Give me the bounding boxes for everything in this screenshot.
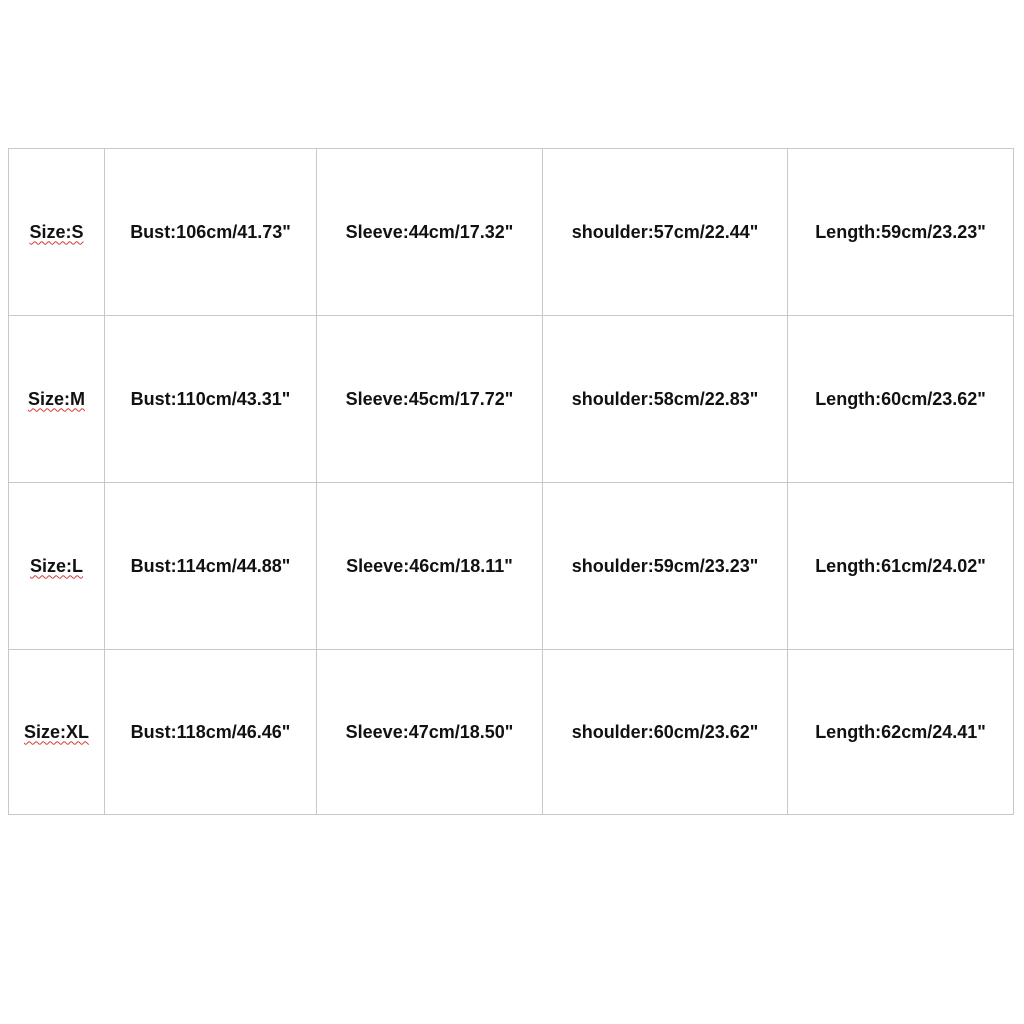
bust-cell: Bust:118cm/46.46" <box>105 650 317 815</box>
length-cell: Length:60cm/23.62" <box>788 316 1014 483</box>
shoulder-cell: shoulder:58cm/22.83" <box>543 316 788 483</box>
sleeve-cell: Sleeve:45cm/17.72" <box>317 316 543 483</box>
table-row <box>9 316 1014 483</box>
table-row <box>9 650 1014 815</box>
length-cell: Length:61cm/24.02" <box>788 483 1014 650</box>
size-label: Size:S <box>29 221 84 242</box>
sleeve-cell: Sleeve:47cm/18.50" <box>317 650 543 815</box>
length-cell: Length:62cm/24.41" <box>788 650 1014 815</box>
table-row <box>9 149 1014 316</box>
sleeve-cell: Sleeve:44cm/17.32" <box>317 149 543 316</box>
size-label: Size:M <box>27 388 85 409</box>
shoulder-cell: shoulder:60cm/23.62" <box>543 650 788 815</box>
size-cell <box>9 483 105 650</box>
sleeve-cell: Sleeve:46cm/18.11" <box>317 483 543 650</box>
length-cell: Length:59cm/23.23" <box>788 149 1014 316</box>
size-label: Size:XL <box>23 721 89 742</box>
shoulder-cell: shoulder:59cm/23.23" <box>543 483 788 650</box>
bust-cell: Bust:114cm/44.88" <box>105 483 317 650</box>
bust-cell: Bust:106cm/41.73" <box>105 149 317 316</box>
size-cell <box>9 650 105 815</box>
size-chart-table <box>8 148 1014 815</box>
size-label: Size:L <box>29 555 83 576</box>
size-cell <box>9 316 105 483</box>
shoulder-cell: shoulder:57cm/22.44" <box>543 149 788 316</box>
bust-cell: Bust:110cm/43.31" <box>105 316 317 483</box>
size-cell <box>9 149 105 316</box>
table-row <box>9 483 1014 650</box>
